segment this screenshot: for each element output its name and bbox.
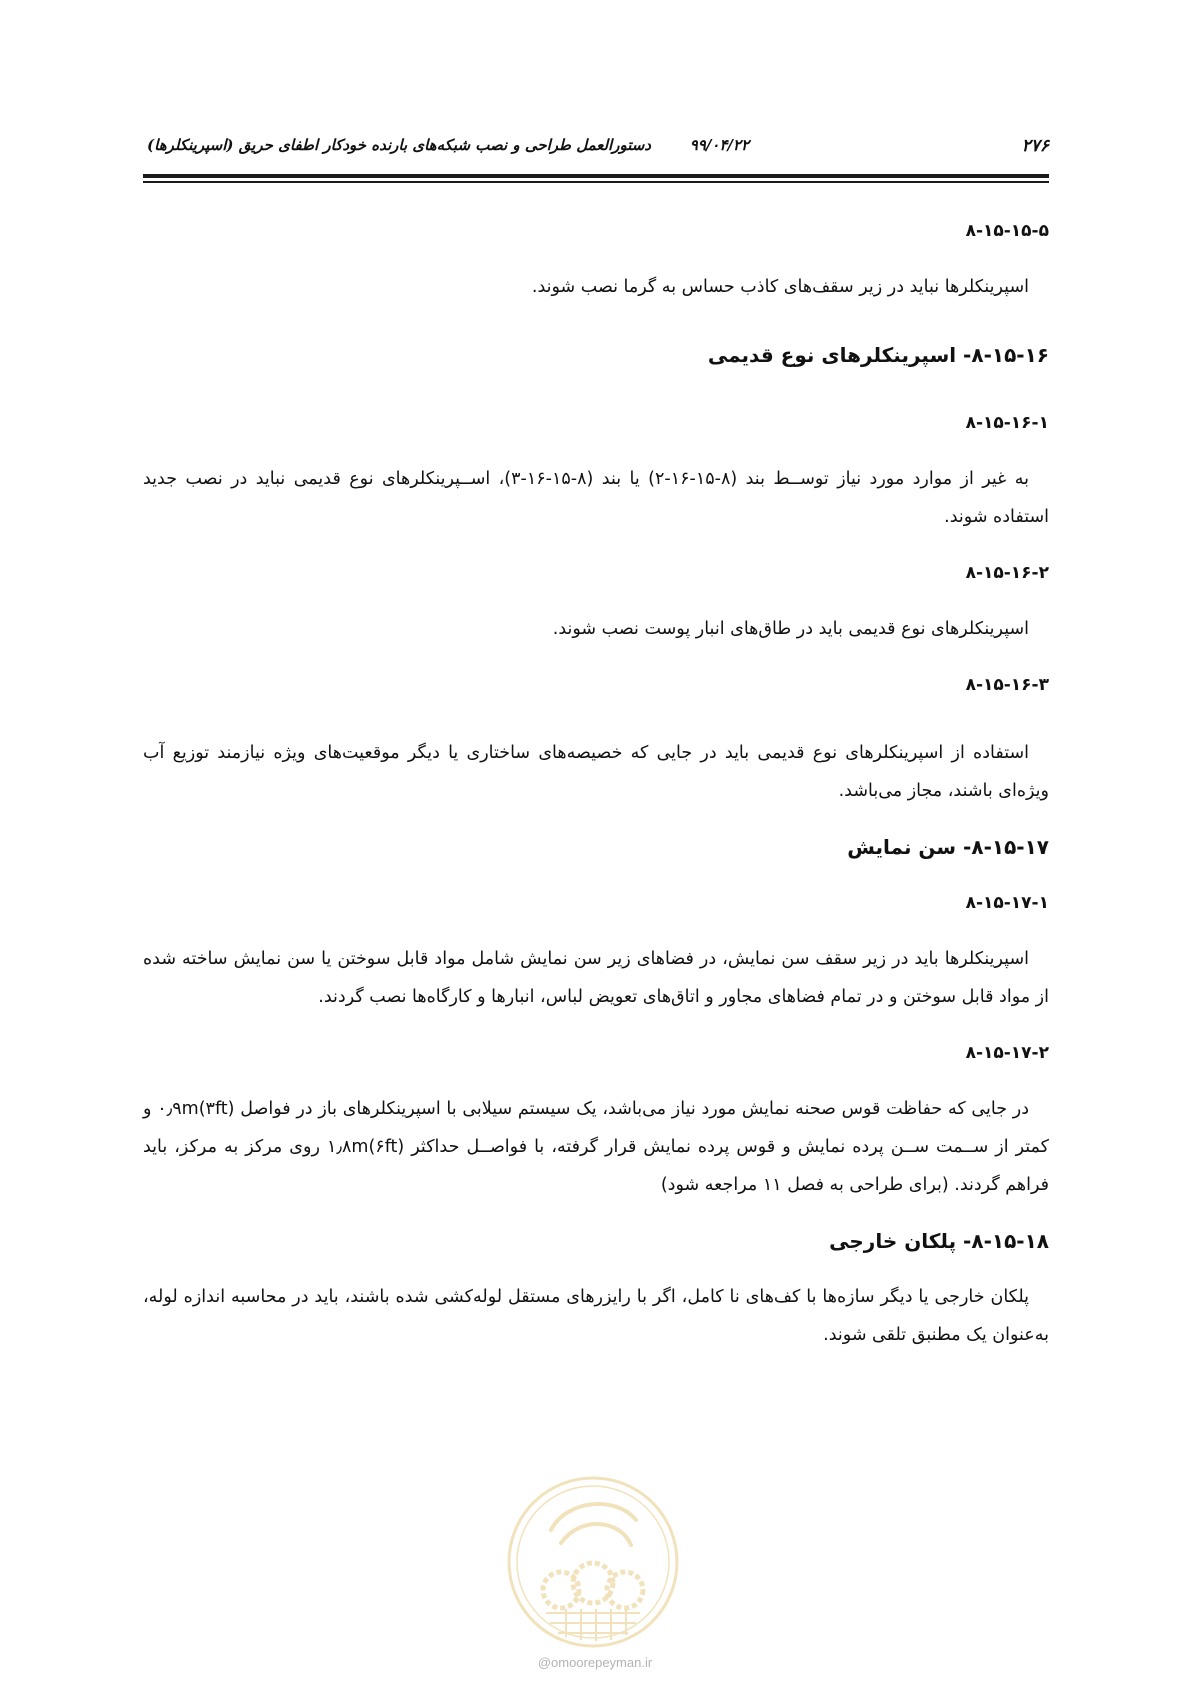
clause-number: ۸-۱۵-۱۵-۵: [965, 221, 1049, 241]
clause-text: اسپرینکلرها نباید در زیر سقف‌های کاذب حساس به گرما نصب شوند.: [531, 277, 1029, 297]
clause-text: استفاده از اسپرینکلرهای نوع قدیمی باید در جایی که خصیصه‌های ساختاری یا دیگر موقعیت‌های ویژه نیازمند توزیع آب ویژه‌ای باشند، مجاز می‌باشد.: [143, 743, 1049, 801]
clause-text: اسپرینکلرهای نوع قدیمی باید در طاق‌های انبار پوست نصب شوند.: [552, 619, 1029, 639]
section-heading: ۸-۱۵-۱۷- سن نمایش: [847, 835, 1049, 859]
clause-number: ۸-۱۵-۱۶-۳: [965, 675, 1049, 695]
clause-text: در جایی که حفاظت قوس صحنه نمایش مورد نیاز می‌باشد، یک سیستم سیلابی با اسپرینکلرهای باز در فواصل ۰٫۹m(۳ft) و کمتر از ســمت ســن پرده نمایش و قوس پرده نمایش قرار گرفته، با فواصــل حداکثر ۱٫۸m(۶ft) روی مرکز به مرکز، باید فراهم گردند. (برای طراحی به فصل ۱۱ مراجعه شود): [143, 1099, 1049, 1195]
clause-number: ۸-۱۵-۱۷-۱: [965, 893, 1049, 913]
document-title: دستورالعمل طراحی و نصب شبکه‌های بارنده خودکار اطفای حریق (اسپرینکلرها): [147, 136, 651, 154]
watermark-logo: [506, 1475, 680, 1649]
revision-date: ۹۹/۰۴/۲۲: [689, 136, 749, 154]
header-rule-thick: [143, 174, 1049, 178]
page-body: [143, 212, 1049, 1354]
clause-number: ۸-۱۵-۱۶-۲: [965, 563, 1049, 583]
clause-number: ۸-۱۵-۱۶-۱: [965, 413, 1049, 433]
section-heading: ۸-۱۵-۱۸- پلکان خارجی: [829, 1229, 1049, 1253]
clause-text: پلکان خارجی یا دیگر سازه‌ها با کف‌های نا کامل، اگر با رایزرهای مستقل لوله‌کشی شده باشند، باید در محاسبه اندازه لوله، به‌عنوان یک مطنبق تلقی شوند.: [143, 1287, 1049, 1345]
clause-text: به غیر از موارد مورد نیاز توســط بند (۸-۱۵-۱۶-۲) یا بند (۸-۱۵-۱۶-۳)، اســپرینکلرهای نوع قدیمی نباید در نصب جدید استفاده شوند.: [143, 469, 1049, 527]
clause-number: ۸-۱۵-۱۷-۲: [965, 1043, 1049, 1063]
header-rule-thin: [143, 181, 1049, 183]
clause-text: اسپرینکلرها باید در زیر سقف سن نمایش، در فضاهای زیر سن نمایش شامل مواد قابل سوختن یا سن نمایش ساخته شده از مواد قابل سوختن و در تمام فضاهای مجاور و اتاق‌های تعویض لباس، انبارها و کارگاه‌ها نصب گردند.: [143, 949, 1049, 1007]
page-number: ۲۷۶: [1021, 136, 1049, 156]
watermark-site: @omoorepeyman.ir: [537, 1655, 653, 1670]
section-heading: ۸-۱۵-۱۶- اسپرینکلرهای نوع قدیمی: [707, 343, 1049, 367]
page-header: [143, 128, 1049, 168]
